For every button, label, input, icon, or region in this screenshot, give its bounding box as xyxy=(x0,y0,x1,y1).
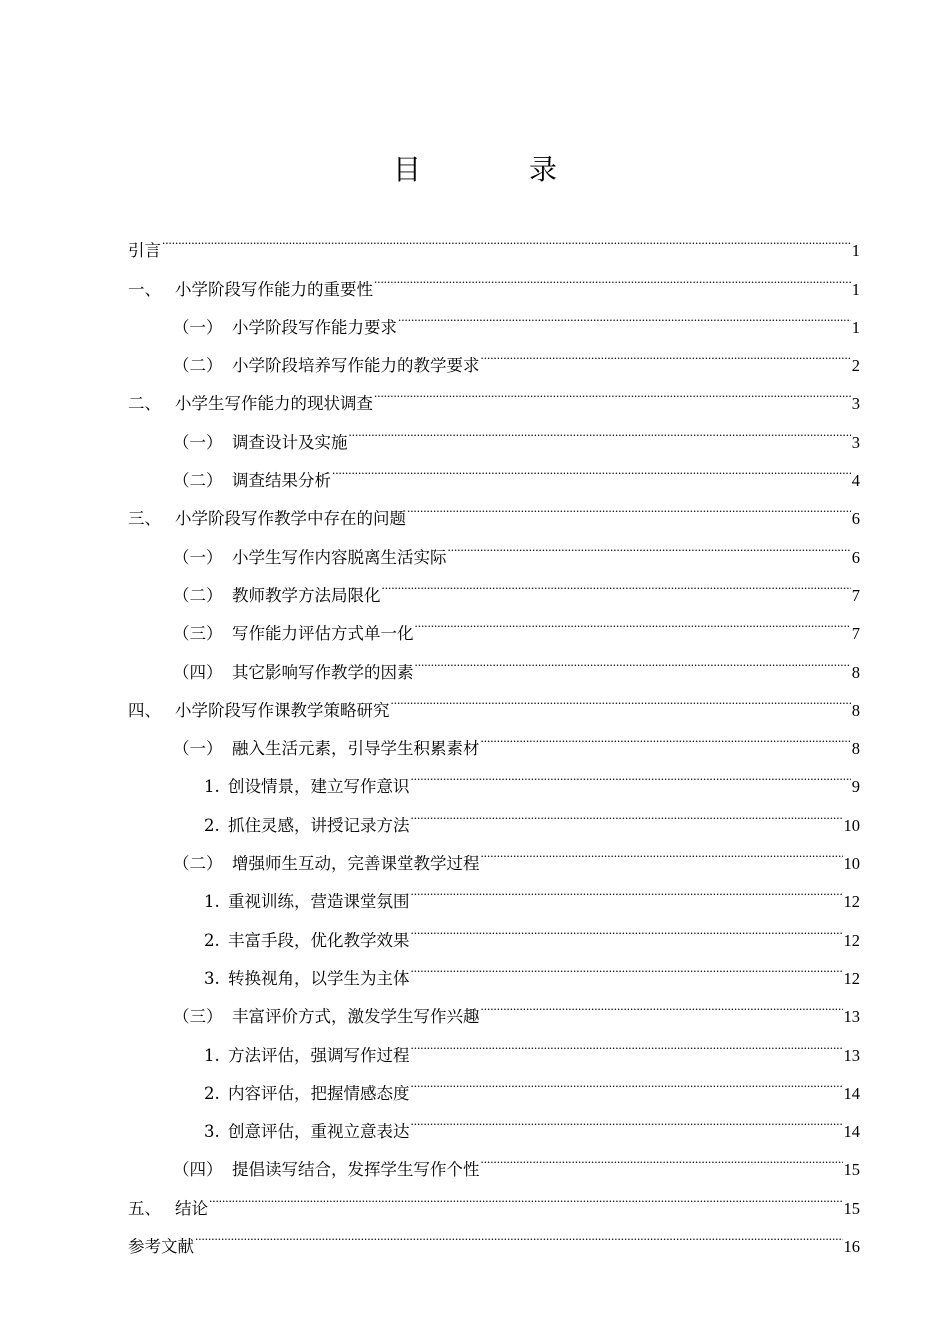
toc-entry-number: （三） xyxy=(173,1007,223,1027)
toc-dot-leader xyxy=(391,678,851,716)
toc-entry-label: 创意评估，重视立意表达 xyxy=(228,1122,410,1142)
toc-page-number: 12 xyxy=(843,930,860,950)
toc-entry-number: （一） xyxy=(173,547,223,567)
toc-entry-label: 丰富手段，优化教学效果 xyxy=(228,930,410,950)
toc-page-number: 8 xyxy=(851,662,860,682)
toc-entry-number: （四） xyxy=(173,1160,223,1180)
toc-page-number: 13 xyxy=(843,1045,860,1065)
toc-entry-number: （二） xyxy=(173,471,223,491)
toc-dot-leader xyxy=(374,256,851,294)
toc-entry-number: （二） xyxy=(173,585,223,605)
toc-dot-leader xyxy=(481,716,851,754)
toc-dot-leader xyxy=(411,907,843,945)
toc-entry-number: （三） xyxy=(173,624,223,644)
toc-entry-label: 融入生活元素，引导学生积累素材 xyxy=(232,739,480,759)
toc-entry-label: 写作能力评估方式单一化 xyxy=(232,624,414,644)
toc-entry-label: 小学生写作内容脱离生活实际 xyxy=(232,547,447,567)
toc-entry-number: 1. xyxy=(204,1045,220,1065)
toc-entry-number: （二） xyxy=(173,356,223,376)
toc-entry-number: 五、 xyxy=(128,1198,161,1218)
toc-dot-leader xyxy=(411,1022,843,1060)
toc-entry-label: 丰富评价方式，激发学生写作兴趣 xyxy=(232,1007,480,1027)
toc-page-number: 3 xyxy=(851,432,860,452)
toc-entry-label: 重视训练，营造课堂氛围 xyxy=(228,892,410,912)
toc-page-number: 15 xyxy=(843,1160,860,1180)
toc-entry-number: 四、 xyxy=(128,700,161,720)
toc-entry-number: 1. xyxy=(204,777,220,797)
toc-page-number: 10 xyxy=(843,854,860,874)
toc-dot-leader xyxy=(209,1175,843,1213)
toc-page-number: 1 xyxy=(851,241,860,261)
toc-title: 目 录 xyxy=(392,153,597,186)
toc-page-number: 8 xyxy=(851,739,860,759)
toc-page-number: 10 xyxy=(843,815,860,835)
toc-dot-leader xyxy=(411,869,843,907)
toc-entry[interactable] xyxy=(128,256,860,299)
toc-entry-number: 一、 xyxy=(128,279,161,299)
toc-entry-label: 小学阶段写作课教学策略研究 xyxy=(175,700,390,720)
toc-page-number: 1 xyxy=(851,317,860,337)
toc-dot-leader xyxy=(411,1061,843,1099)
toc-entry-label: 增强师生互动，完善课堂教学过程 xyxy=(232,854,480,874)
toc-page-number: 13 xyxy=(843,1007,860,1027)
toc-page-number: 7 xyxy=(851,585,860,605)
toc-entry-number: 1. xyxy=(204,892,220,912)
toc-entry-number: 3. xyxy=(204,1122,220,1142)
toc-entry-number: 2. xyxy=(204,930,220,950)
toc-entry-label: 小学阶段写作能力要求 xyxy=(232,317,397,337)
toc-dot-leader xyxy=(374,371,851,409)
toc-entry-label: 小学阶段写作能力的重要性 xyxy=(175,279,373,299)
toc-entry-number: （一） xyxy=(173,432,223,452)
toc-list xyxy=(128,218,860,1257)
toc-entry-label: 提倡读写结合，发挥学生写作个性 xyxy=(232,1160,480,1180)
toc-entry-label: 其它影响写作教学的因素 xyxy=(232,662,414,682)
toc-dot-leader xyxy=(415,601,851,639)
toc-dot-leader xyxy=(411,754,851,792)
toc-entry-label: 调查设计及实施 xyxy=(232,432,348,452)
toc-entry[interactable] xyxy=(128,1214,860,1257)
toc-dot-leader xyxy=(349,409,851,447)
toc-dot-leader xyxy=(481,1137,843,1175)
toc-page-number: 12 xyxy=(843,892,860,912)
toc-entry-label: 方法评估，强调写作过程 xyxy=(228,1045,410,1065)
toc-page-number: 9 xyxy=(851,777,860,797)
toc-dot-leader xyxy=(332,448,851,486)
toc-entry-label: 结论 xyxy=(175,1198,208,1218)
toc-page-number: 6 xyxy=(851,509,860,529)
toc-page-number: 7 xyxy=(851,624,860,644)
toc-page-number: 1 xyxy=(851,279,860,299)
toc-entry-label: 小学阶段写作教学中存在的问题 xyxy=(175,509,406,529)
toc-dot-leader xyxy=(448,524,851,562)
toc-dot-leader xyxy=(415,639,851,677)
toc-entry-label: 内容评估，把握情感态度 xyxy=(228,1083,410,1103)
toc-page-number: 4 xyxy=(851,471,860,491)
toc-entry[interactable] xyxy=(128,218,860,261)
toc-dot-leader xyxy=(411,1099,843,1137)
toc-entry-label: 参考文献 xyxy=(128,1237,194,1257)
toc-dot-leader xyxy=(407,486,851,524)
toc-dot-leader xyxy=(481,984,843,1022)
toc-entry-number: 2. xyxy=(204,815,220,835)
toc-entry-number: （一） xyxy=(173,317,223,337)
toc-entry-number: （一） xyxy=(173,739,223,759)
toc-dot-leader xyxy=(195,1214,843,1252)
toc-dot-leader xyxy=(481,831,843,869)
toc-page-number: 16 xyxy=(843,1237,860,1257)
toc-entry-label: 抓住灵感，讲授记录方法 xyxy=(228,815,410,835)
toc-entry-label: 引言 xyxy=(128,241,161,261)
toc-entry-label: 转换视角，以学生为主体 xyxy=(228,968,410,988)
toc-page-number: 8 xyxy=(851,700,860,720)
toc-page-number: 15 xyxy=(843,1198,860,1218)
toc-page-number: 3 xyxy=(851,394,860,414)
toc-page-number: 6 xyxy=(851,547,860,567)
toc-dot-leader xyxy=(411,792,843,830)
toc-page-number: 14 xyxy=(843,1083,860,1103)
toc-entry[interactable] xyxy=(128,1175,860,1218)
toc-entry-label: 创设情景，建立写作意识 xyxy=(228,777,410,797)
toc-entry-label: 教师教学方法局限化 xyxy=(232,585,381,605)
toc-entry-label: 调查结果分析 xyxy=(232,471,331,491)
toc-entry-number: 2. xyxy=(204,1083,220,1103)
toc-dot-leader xyxy=(481,333,851,371)
toc-page-number: 14 xyxy=(843,1122,860,1142)
toc-dot-leader xyxy=(411,946,843,984)
toc-page-number: 2 xyxy=(851,356,860,376)
toc-entry-number: （二） xyxy=(173,854,223,874)
toc-entry-number: 二、 xyxy=(128,394,161,414)
toc-dot-leader xyxy=(382,563,851,601)
toc-entry-label: 小学阶段培养写作能力的教学要求 xyxy=(232,356,480,376)
toc-entry-number: 三、 xyxy=(128,509,161,529)
toc-dot-leader xyxy=(162,218,851,256)
toc-page-number: 12 xyxy=(843,968,860,988)
toc-entry-number: 3. xyxy=(204,968,220,988)
toc-entry-label: 小学生写作能力的现状调查 xyxy=(175,394,373,414)
toc-entry-number: （四） xyxy=(173,662,223,682)
toc-dot-leader xyxy=(398,295,851,333)
